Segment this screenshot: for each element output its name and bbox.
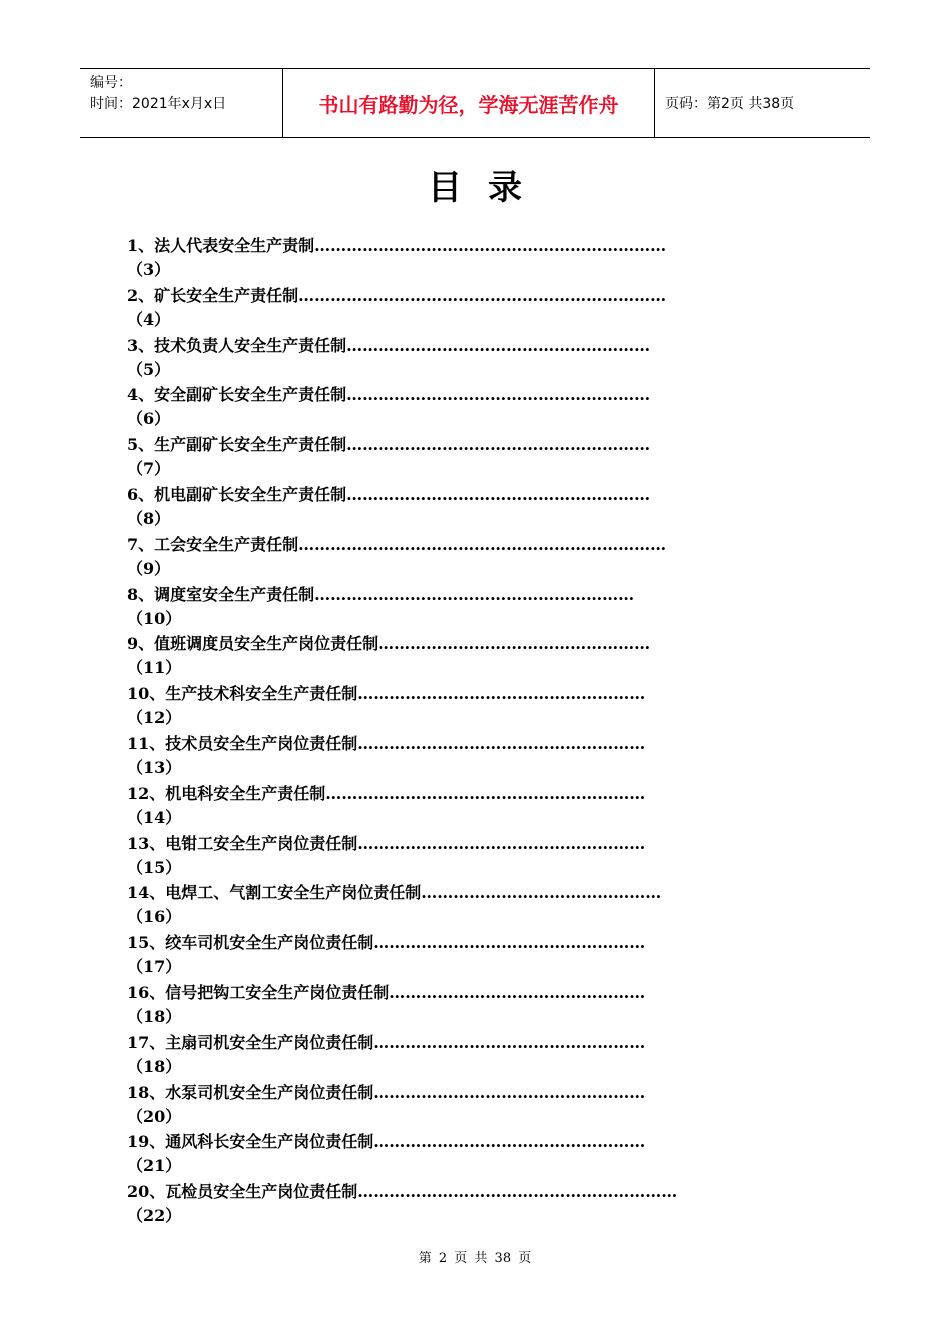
toc-entry-line: [127, 1031, 847, 1055]
toc-entry-line: [127, 981, 847, 1005]
page-header: [80, 68, 870, 138]
toc-entry-line: [127, 682, 847, 706]
toc-dot-leader: ……………………………………………: [373, 1132, 646, 1152]
toc-dot-leader: …………………………………………………: [346, 385, 651, 405]
document-date: 时间：2021年x月x日: [90, 96, 227, 112]
toc-entry-line: [127, 583, 847, 607]
toc-entry-line: [127, 732, 847, 756]
toc-entry[interactable]: [127, 632, 847, 682]
toc-entry-line: [127, 1081, 847, 1105]
toc-entry-title: 16、信号把钩工安全生产岗位责任制: [127, 982, 390, 1002]
toc-entry-title: 10、生产技术科安全生产责任制: [127, 684, 358, 704]
toc-page-number: （22）: [127, 1206, 182, 1226]
toc-dot-leader: ……………………………………………………………: [298, 534, 667, 554]
toc-entry-title: 19、通风科长安全生产岗位责任制: [127, 1132, 374, 1152]
toc-entry[interactable]: [127, 1081, 847, 1131]
toc-entry[interactable]: [127, 1130, 847, 1180]
toc-entry-line: [127, 383, 847, 407]
toc-dot-leader: ………………………………………………: [357, 833, 646, 853]
toc-entry-title: 7、工会安全生产责任制: [127, 534, 299, 554]
toc-page-number: （5）: [127, 359, 171, 379]
toc-entry-title: 6、机电副矿长安全生产责任制: [127, 484, 347, 504]
toc-page-number: （6）: [127, 409, 171, 429]
toc-entry[interactable]: [127, 981, 847, 1031]
toc-entry[interactable]: [127, 383, 847, 433]
toc-entry-line: [127, 433, 847, 457]
toc-entry[interactable]: [127, 881, 847, 931]
toc-entry-line: [127, 832, 847, 856]
toc-entry[interactable]: [127, 583, 847, 633]
toc-dot-leader: ……………………………………………: [373, 1032, 646, 1052]
toc-entry-title: 2、矿长安全生产责任制: [127, 285, 299, 305]
toc-entry-line: [127, 284, 847, 308]
toc-entry[interactable]: [127, 832, 847, 882]
toc-entry-title: 5、生产副矿长安全生产责任制: [127, 435, 347, 455]
toc-page-number: （12）: [127, 708, 182, 728]
toc-entry[interactable]: [127, 1031, 847, 1081]
toc-entry-title: 14、电焊工、气割工安全生产岗位责任制: [127, 883, 422, 903]
toc-entry-title: 15、绞车司机安全生产岗位责任制: [127, 933, 374, 953]
toc-page-number: （16）: [127, 907, 182, 927]
toc-entry[interactable]: [127, 533, 847, 583]
toc-entry-line: [127, 881, 847, 905]
toc-entry-title: 8、调度室安全生产责任制: [127, 584, 315, 604]
toc-dot-leader: ………………………………………………: [357, 733, 646, 753]
toc-page-number: （7）: [127, 459, 171, 479]
toc-entry-line: [127, 632, 847, 656]
toc-dot-leader: ………………………………………………: [357, 684, 646, 704]
toc-entry-line: [127, 782, 847, 806]
toc-entry[interactable]: [127, 334, 847, 384]
toc-entry-line: [127, 1130, 847, 1154]
toc-page-number: （18）: [127, 1056, 182, 1076]
header-motto: 书山有路勤为径，学海无涯苦作舟: [282, 69, 655, 137]
toc-entry[interactable]: [127, 682, 847, 732]
toc-page-number: （10）: [127, 608, 182, 628]
toc-entry-title: 20、瓦检员安全生产岗位责任制: [127, 1182, 358, 1202]
toc-page-number: （4）: [127, 309, 171, 329]
toc-page-number: （11）: [127, 658, 182, 678]
toc-page-number: （8）: [127, 508, 171, 528]
toc-dot-leader: …………………………………………: [389, 982, 646, 1002]
toc-dot-leader: ……………………………………………: [373, 933, 646, 953]
toc-entry-title: 12、机电科安全生产责任制: [127, 783, 326, 803]
toc-entry-title: 1、法人代表安全生产责制: [127, 236, 315, 255]
toc-page-number: （18）: [127, 1006, 182, 1026]
toc-entry-line: [127, 1180, 847, 1204]
toc-entry-line: [127, 234, 847, 258]
table-of-contents: [127, 234, 847, 1230]
toc-entry[interactable]: [127, 433, 847, 483]
toc-entry-title: 18、水泵司机安全生产岗位责任制: [127, 1082, 374, 1102]
toc-entry-line: [127, 334, 847, 358]
toc-entry-title: 13、电钳工安全生产岗位责任制: [127, 833, 358, 853]
toc-entry[interactable]: [127, 931, 847, 981]
toc-dot-leader: ……………………………………………: [378, 634, 651, 654]
toc-page-number: （9）: [127, 558, 171, 578]
toc-page-number: （21）: [127, 1156, 182, 1176]
toc-page-number: （15）: [127, 857, 182, 877]
toc-page-number: （14）: [127, 807, 182, 827]
toc-dot-leader: …………………………………………………: [346, 484, 651, 504]
toc-page-number: （13）: [127, 757, 182, 777]
toc-entry-line: [127, 533, 847, 557]
toc-entry-title: 9、值班调度员安全生产岗位责任制: [127, 634, 379, 654]
toc-entry[interactable]: [127, 234, 847, 284]
page-title: 目录: [428, 168, 548, 208]
toc-dot-leader: …………………………………………………………: [314, 236, 667, 255]
header-meta: [80, 69, 282, 137]
toc-page-number: （3）: [127, 260, 171, 279]
toc-entry-title: 4、安全副矿长安全生产责任制: [127, 385, 347, 405]
toc-page-number: （17）: [127, 957, 182, 977]
toc-entry[interactable]: [127, 782, 847, 832]
toc-dot-leader: ………………………………………: [421, 883, 662, 903]
toc-entry[interactable]: [127, 483, 847, 533]
toc-dot-leader: ……………………………………………………………: [298, 285, 667, 305]
toc-entry-title: 11、技术员安全生产岗位责任制: [127, 733, 358, 753]
toc-entry[interactable]: [127, 732, 847, 782]
toc-page-number: （20）: [127, 1106, 182, 1126]
toc-dot-leader: …………………………………………………: [346, 435, 651, 455]
toc-entry[interactable]: [127, 1180, 847, 1230]
header-page-info: 页码：第2页 共38页: [665, 96, 795, 112]
toc-entry-line: [127, 931, 847, 955]
toc-dot-leader: ……………………………………………………: [325, 783, 646, 803]
toc-entry-line: [127, 483, 847, 507]
toc-dot-leader: …………………………………………………: [346, 335, 651, 355]
toc-entry[interactable]: [127, 284, 847, 334]
toc-dot-leader: ……………………………………………………: [357, 1182, 678, 1202]
document-number-label: 编号：: [90, 75, 132, 91]
toc-dot-leader: ……………………………………………………: [314, 584, 635, 604]
toc-dot-leader: ……………………………………………: [373, 1082, 646, 1102]
toc-entry-title: 3、技术负责人安全生产责任制: [127, 335, 347, 355]
toc-entry-title: 17、主扇司机安全生产岗位责任制: [127, 1032, 374, 1052]
page-footer: 第 2 页 共 38 页: [418, 1251, 532, 1266]
